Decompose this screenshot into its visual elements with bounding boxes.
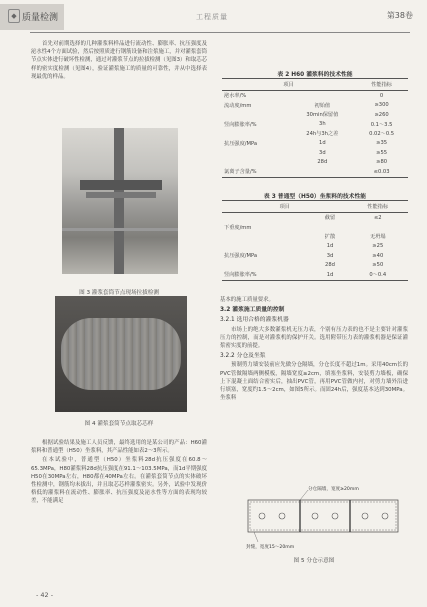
table2-header-row xyxy=(222,79,408,91)
table3-cell: ≥40 xyxy=(372,252,384,259)
seal-border xyxy=(250,502,396,530)
table3 xyxy=(222,200,408,281)
table2-cell: ≥80 xyxy=(376,159,388,166)
table2-cell: ≥260 xyxy=(374,111,389,118)
figure5-label-bottom: 封缝，宽度15～20mm xyxy=(246,545,295,550)
table3-header-row xyxy=(222,201,408,213)
table2-cell: 抗压强度/MPa xyxy=(224,140,258,147)
figure5-label-top: 分仓隔墙，宽度≥20mm xyxy=(308,487,359,492)
sleeve-5 xyxy=(362,513,368,519)
table3-cell xyxy=(222,261,312,271)
photo3-pole xyxy=(114,128,124,274)
photo3-rail xyxy=(62,228,178,231)
section-3-2-2-heading: 3.2.2 分仓及坐浆 xyxy=(220,353,266,360)
table3-row xyxy=(222,213,408,223)
table3-row xyxy=(222,270,408,280)
wall-outline xyxy=(248,500,398,532)
photo3-jack-base xyxy=(86,192,156,198)
table3-cell: 1d xyxy=(312,270,347,280)
header-journal-title: 工程质量 xyxy=(196,13,228,21)
table2-cell: 0.02～0.5 xyxy=(369,131,395,138)
table2-cell: 0.1～3.5 xyxy=(370,121,393,128)
table2-cell: 3h xyxy=(319,121,326,128)
table3-cell: ≥25 xyxy=(372,243,384,250)
table3-cell: 扩散 xyxy=(324,234,336,241)
table3-cell: 抗压强度/MPa xyxy=(224,253,258,260)
left-column-results xyxy=(31,439,207,507)
header-volume: 第38卷 xyxy=(386,11,413,20)
results-paragraph-2: 在本试验中，普通型（H50）坐浆料28d抗压强度在60.8～65.3MPa，H80灌浆料28d抗压强度在91.1～103.5MPa，而1d平期强度H50在30MPa左右，H80都在40MPa左右。在灌浆套筒节点的实体破坏性检测中，钢筋均未拔出，并且取芯芯样灌浆密实。另外，试验中发现价格低的灌浆料在流动性、膨胀率、抗压强度及泌水性等方面的表现均较差，不能满足 xyxy=(31,457,207,505)
figure3-photo xyxy=(62,128,178,274)
table3-body xyxy=(222,213,408,281)
table2-cell: 流动度/mm xyxy=(224,102,252,109)
section-3-2-1-text: 市场上的绝大多数灌浆机无压力表，个别有压力表的也不是主要针对灌浆压力的控制，而是对灌浆机的保护开关。选用附带压力表的灌浆机器是保证灌浆密实度的前提。 xyxy=(220,326,408,350)
intro-paragraph: 首先对前期选择的几种灌浆料样品进行流动性、膨胀率、抗压强度及泌水性4个方面试验，然后按照质进行钢筋设备和注浆施工，并对灌浆套筒节点实体进行破坏性检测，通过对灌浆节点的拉拔检测（见图3）和取芯芯样的密实度检测（见图4），验证灌浆施工的质量的可靠性，并从中选择表现最优的样品。 xyxy=(31,41,207,80)
table3-row xyxy=(222,251,408,261)
table3-cell xyxy=(222,213,312,223)
section-3-2-heading: 3.2 灌浆施工质量的控制 xyxy=(220,307,285,314)
table2-cell: 0 xyxy=(379,92,384,99)
table3-cell: 1d xyxy=(326,243,334,250)
table2-cell xyxy=(290,167,356,177)
page-number: - 42 - xyxy=(36,591,54,599)
sleeve-4 xyxy=(332,513,338,519)
table3-cell xyxy=(312,223,347,233)
table2-cell: 初始值 xyxy=(314,102,331,109)
table2-cell xyxy=(222,129,290,139)
photo4-core-sample xyxy=(61,318,181,390)
table2-cell: 1d xyxy=(319,140,326,147)
table3-cell: 竖向膨胀率/% xyxy=(222,270,312,280)
sleeve-2 xyxy=(279,513,285,519)
table2-row xyxy=(222,158,408,168)
table2-cell: ≥300 xyxy=(374,102,389,109)
table3-cell: 0～0.4 xyxy=(348,270,408,280)
table3-header-item: 项目 xyxy=(222,201,348,213)
table2-cell xyxy=(222,148,290,158)
table2-row xyxy=(222,91,408,101)
table2-cell: 氯离子含量/% xyxy=(222,167,290,177)
table2-header-item: 项目 xyxy=(222,79,355,91)
table3-cell: 下垂度/mm xyxy=(224,224,252,231)
sleeve-6 xyxy=(382,513,388,519)
results-paragraph-1: 根据试验结果及施工人员反馈，最终选用的是某公司的产品：H60灌浆料和普通型（H50）坐浆料，其产品性能如表2～3所示。 xyxy=(31,440,207,455)
photo3-jack xyxy=(80,180,162,190)
table2-cell: 泌水率/% xyxy=(224,93,247,100)
table3-header-value: 性能指标 xyxy=(348,201,408,213)
section-3-2-1-heading: 3.2.1 选用合格的灌浆机器 xyxy=(220,317,289,324)
table2-cell: ≥35 xyxy=(376,140,388,147)
table3-row xyxy=(222,261,408,271)
header-section-label: 质量检测 xyxy=(22,13,59,23)
table2-cell: 28d xyxy=(317,159,328,166)
table2-cell xyxy=(222,110,290,120)
table2-header-value: 性能指标 xyxy=(355,79,408,91)
figure4-caption: 图 4 灌浆套筒节点取芯芯样 xyxy=(84,421,154,427)
table2-row xyxy=(222,148,408,158)
table2-body xyxy=(222,91,408,178)
header-rule xyxy=(30,32,410,33)
leader-top xyxy=(300,490,308,500)
table2-cell: 竖向膨胀率/% xyxy=(224,121,257,128)
table3-cell: ≤2 xyxy=(373,214,382,221)
left-column-intro xyxy=(31,40,207,82)
table3-row xyxy=(222,242,408,252)
table2-row xyxy=(222,101,408,111)
figure5-caption: 图 5 分仓示意图 xyxy=(293,558,335,564)
leader-bottom xyxy=(254,532,258,542)
sleeve-1 xyxy=(259,513,265,519)
table3-cell xyxy=(222,232,312,242)
table2-cell: ≤0.03 xyxy=(355,167,408,177)
table2-row xyxy=(222,167,408,177)
table2-row xyxy=(222,110,408,120)
right-column-body xyxy=(220,296,408,403)
table3-cell: 3d xyxy=(326,252,334,259)
figure5-diagram xyxy=(240,482,400,552)
table3-cell xyxy=(348,223,408,233)
table2-cell: 3d xyxy=(319,149,326,156)
table3-title: 表 3 普通型（H50）坐浆料的技术性能 xyxy=(263,194,367,200)
table2-row xyxy=(222,139,408,149)
page-header xyxy=(0,0,427,38)
right-intro: 基本的施工质量要求。 xyxy=(220,297,274,303)
table3-cell: 28d xyxy=(325,262,335,269)
table2-cell: ≥55 xyxy=(376,149,388,156)
journal-logo-icon: ◆ xyxy=(8,9,20,23)
figure3-caption: 图 3 灌浆套筒节点现场拉拔检测 xyxy=(79,290,159,296)
table2-cell: 24h与3h之差 xyxy=(306,131,339,138)
table3-cell: ≥50 xyxy=(372,262,384,269)
table2-title: 表 2 H60 灌浆料的技术性能 xyxy=(277,72,353,78)
table2-cell xyxy=(222,158,290,168)
table2-row xyxy=(222,120,408,130)
table2-cell: 30min保留值 xyxy=(306,112,339,119)
table3-cell xyxy=(222,242,312,252)
section-3-2-2-text: 预制剪力墙安装前应先做分仓隔墙，分仓长度不超过1m。采用40cm长的PVC管做隔墙两侧模板，隔墙宽度≥2cm，填塞坐浆料，安装剪力墙板，确保上下混凝土面结合密实后，抽出PVC管，再用PVC管做内衬，对剪力墙外沿进行填塞，宽度约1.5～2cm，如图5所示。而固24h后，强度基本达到30MPa。坐浆料 xyxy=(220,362,408,402)
table3-cell: 截留 xyxy=(324,215,336,222)
table2 xyxy=(222,78,408,178)
sleeve-3 xyxy=(312,513,318,519)
table2-row xyxy=(222,129,408,139)
table3-row xyxy=(222,232,408,242)
table3-cell: 无坍塌 xyxy=(369,234,386,241)
table3-row xyxy=(222,223,408,233)
figure4-photo xyxy=(55,296,187,412)
table2-cell xyxy=(290,91,356,101)
